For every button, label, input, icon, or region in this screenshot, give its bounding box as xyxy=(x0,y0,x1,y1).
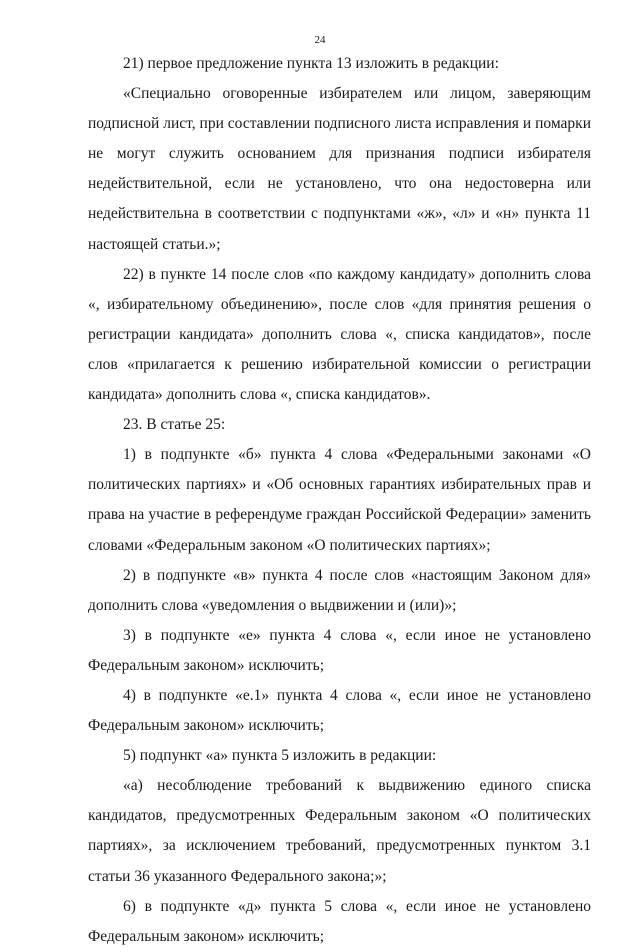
paragraph-21-quote: «Специально оговоренные избирателем или лицом, заверяющим подписной лист, при составлении подписного листа исправления и помарки не могут служить основанием для признания подписи избирателя недействительной, если не установлено, что она недостоверна или недействительна в соответствии с подпунктами «ж», «л» и «н» пункта 11 настоящей статьи.»; xyxy=(88,85,591,253)
paragraph-23-item-5: 5) подпункт «а» пункта 5 изложить в редакции: xyxy=(123,747,437,765)
paragraph-23-item-2: 2) в подпункте «в» пункта 4 после слов «настоящим Законом для» дополнить слова «уведомления о выдвижении и (или)»; xyxy=(88,566,591,614)
paragraph-21: 21) первое предложение пункта 13 изложить в редакции: xyxy=(123,55,499,72)
paragraph-23-item-1: 1) в подпункте «б» пункта 4 слова «Федеральными законами «О политических партиях» и «Об основных гарантиях избирательных прав и права на участие в референдуме граждан Российской Федерации» заменить словами «Федеральным законом «О политических партиях»; xyxy=(88,446,591,554)
page-number: 24 xyxy=(314,34,326,46)
paragraph-23-item-5-quote: «а) несоблюдение требований к выдвижению единого списка кандидатов, предусмотренных Федеральным законом «О политических партиях», за исключением требований, предусмотренных пунктом 3.1 статьи 36 указанного Федерального закона;»; xyxy=(88,777,591,885)
paragraph-23-item-3: 3) в подпункте «е» пункта 4 слова «, если иное не установлено Федеральным законом» исключить; xyxy=(88,626,591,674)
paragraph-22: 22) в пункте 14 после слов «по каждому кандидату» дополнить слова «, избирательному объединению», после слов «для принятия решения о регистрации кандидата» дополнить слова «, списка кандидатов», после слов «прилагается к решению избирательной комиссии о регистрации кандидата» дополнить слова «, списка кандидатов». xyxy=(88,265,591,404)
document-body xyxy=(88,49,591,952)
paragraph-23-heading: 23. В статье 25: xyxy=(123,416,226,434)
paragraph-23-item-4: 4) в подпункте «е.1» пункта 4 слова «, если иное не установлено Федеральным законом» исключить; xyxy=(88,686,591,735)
paragraph-23-item-6: 6) в подпункте «д» пункта 5 слова «, если иное не установлено Федеральным законом» исключить; xyxy=(88,897,591,945)
